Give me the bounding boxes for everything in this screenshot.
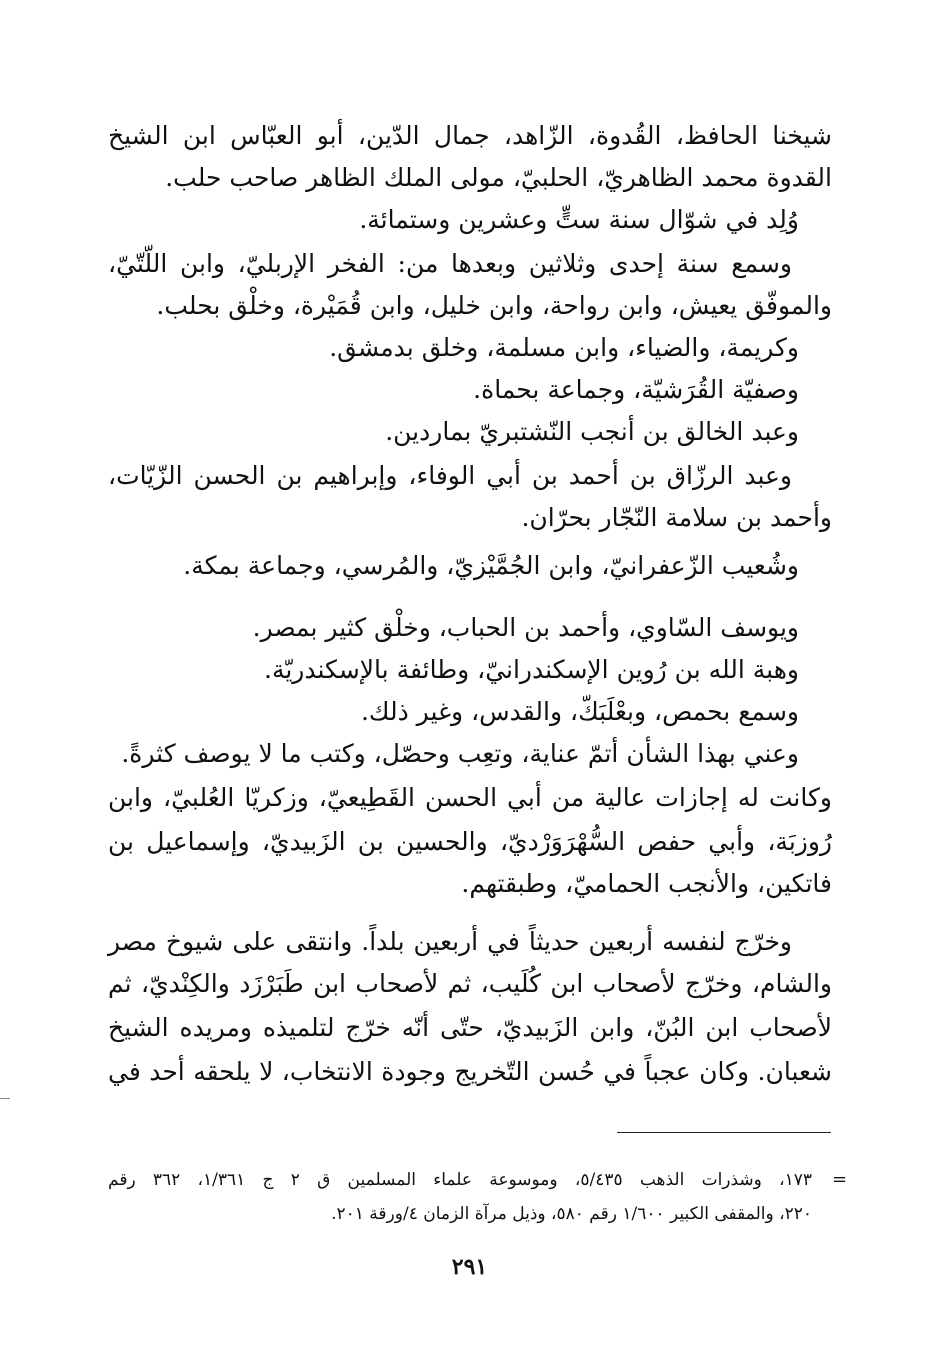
body-line-10: وأحمد بن سلامة النّجّار بحرّان. — [521, 503, 832, 532]
body-line-5: والموفّق يعيش، وابن رواحة، وابن خليل، وابن قُمَيْرة، وخلْق بحلب. — [156, 291, 832, 320]
body-line-14: وسمع بحمص، وبعْلَبَكّ، والقدس، وغير ذلك. — [360, 697, 799, 726]
body-line-22: شعبان. وكان عجباً في حُسن التّخريج وجودة الانتخاب، لا يلحقه أحد في — [108, 1057, 832, 1086]
body-line-4: وسمع سنة إحدى وثلاثين وبعدها من: الفخر الإربليّ، وابن اللّتّيّ، — [108, 249, 792, 278]
body-line-6: وكريمة، والضياء، وابن مسلمة، وخلق بدمشق. — [329, 333, 799, 362]
body-line-12: ويوسف السّاوي، وأحمد بن الحباب، وخلْق كثير بمصر. — [252, 613, 799, 642]
body-line-20: والشام، وخرّج لأصحاب ابن كُلَيب، ثم لأصحاب ابن طَبَرْزَد والكِنْديّ، ثم — [108, 969, 832, 998]
body-line-15: وعني بهذا الشأن أتمّ عناية، وتعِب وحصّل، وكتب ما لا يوصف كثرةً. — [121, 739, 799, 768]
body-line-19: وخرّج لنفسه أربعين حديثاً في أربعين بلداً. وانتقى على شيوخ مصر — [108, 927, 792, 956]
footnote-separator — [617, 1132, 831, 1133]
body-line-7: وصفيّة القُرَشيّة، وجماعة بحماة. — [473, 375, 799, 404]
body-line-13: وهبة الله بن رُوين الإسكندرانيّ، وطائفة بالإسكندريّة. — [264, 655, 799, 684]
body-line-9: وعبد الرزّاق بن أحمد بن أبي الوفاء، وإبراهيم بن الحسن الزّيّات، — [108, 461, 792, 490]
footnote-continuation-marker: = — [832, 1169, 848, 1190]
page-number: ٢٩١ — [451, 1254, 488, 1280]
body-line-2: القدوة محمد الظاهريّ، الحلبيّ، مولى الملك الظاهر صاحب حلب. — [165, 163, 832, 192]
footnote-line-2: ٢٢٠، والمقفى الكبير ١/٦٠٠ رقم ٥٨٠، وذيل مرآة الزمان ٤/ورقة ٢٠١. — [331, 1204, 812, 1224]
body-line-1: شيخنا الحافظ، القُدوة، الزّاهد، جمال الدّين، أبو العبّاس ابن الشيخ — [108, 121, 832, 150]
footnote-line-1: ١٧٣، وشذرات الذهب ٥/٤٣٥، وموسوعة علماء المسلمين ق ٢ ج ١/٣٦١، ٣٦٢ رقم — [108, 1170, 813, 1190]
body-line-21: لأصحاب ابن البُنّ، وابن الزَبيديّ، حتّى أنّه خرّج لتلميذه ومريده الشيخ — [108, 1013, 832, 1042]
body-line-16: وكانت له إجازات عالية من أبي الحسن القَطِيعيّ، وزكريّا العُلبيّ، وابن — [108, 783, 832, 812]
body-line-18: فاتكين، والأنجب الحماميّ، وطبقتهم. — [461, 869, 832, 898]
body-line-8: وعبد الخالق بن أنجب النّشتبريّ بماردين. — [385, 417, 799, 446]
body-line-11: وشُعيب الزّعفرانيّ، وابن الجُمَّيْزيّ، والمُرسي، وجماعة بمكة. — [183, 551, 799, 580]
body-line-17: رُوزبَة، وأبي حفص السُّهْرَوَرْديّ، والحسين بن الزَبيديّ، وإسماعيل بن — [108, 827, 832, 856]
body-line-3: وُلِد في شوّال سنة ستٍّ وعشرين وستمائة. — [359, 205, 799, 234]
margin-mark — [0, 1098, 10, 1099]
